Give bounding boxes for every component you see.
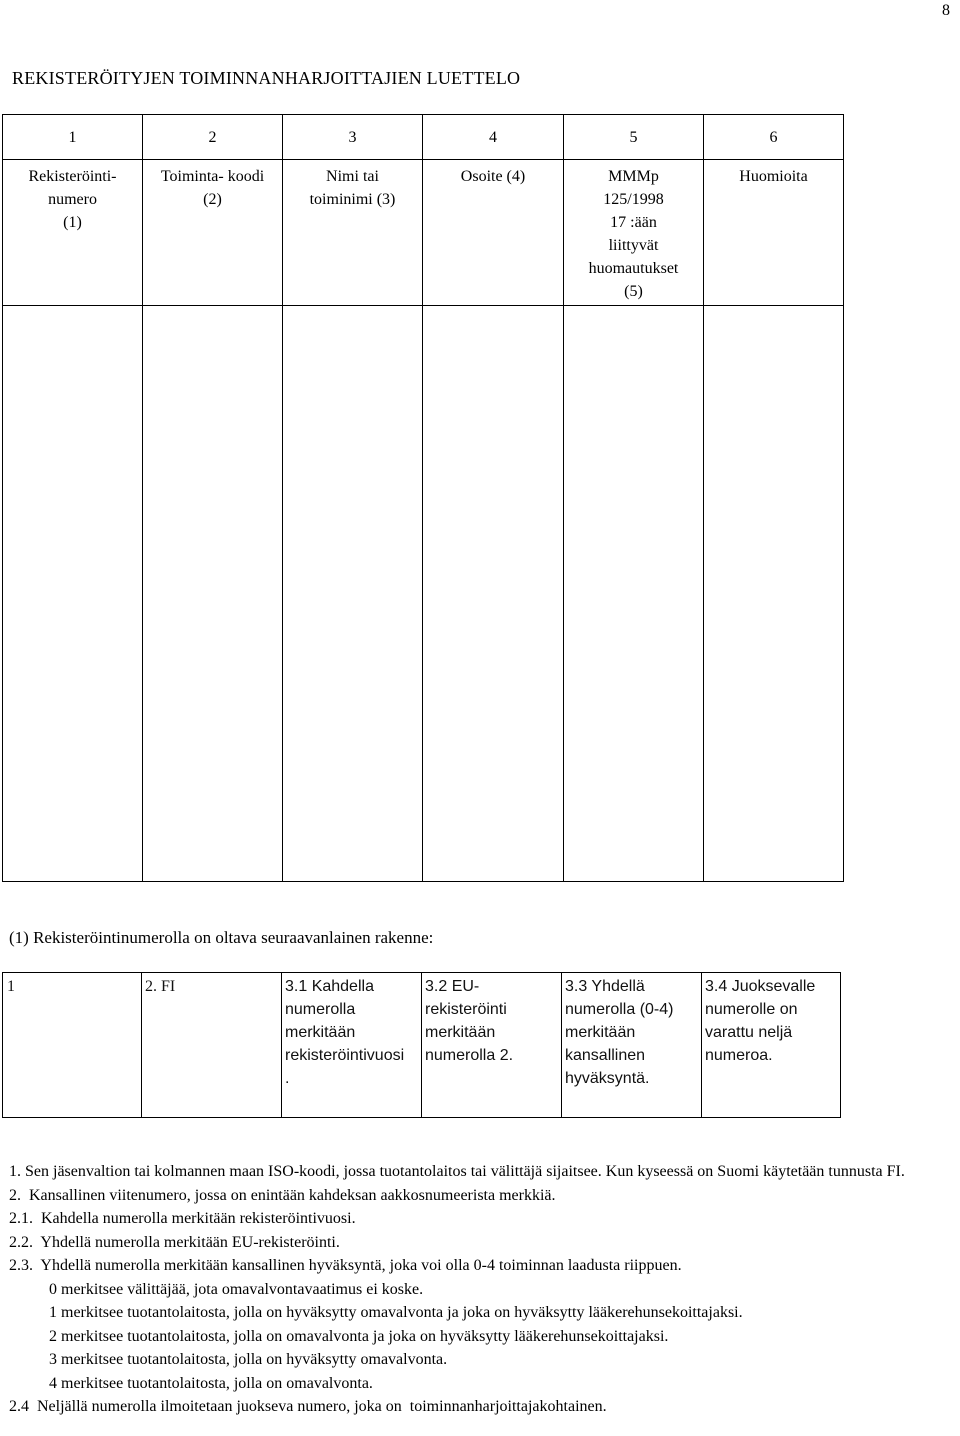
empty-cell: [283, 306, 423, 882]
header-line: Nimi tai: [326, 168, 379, 185]
structure-line: numerolla 2.: [425, 1047, 514, 1064]
header-line: (5): [624, 283, 643, 300]
structure-line: varattu neljä: [705, 1024, 793, 1041]
structure-line: 1: [7, 978, 15, 995]
note-line: 2. Kansallinen viitenumero, jossa on enintään kahdeksan aakkosnumeerista merkkiä.: [9, 1186, 556, 1204]
note-line: 2 merkitsee tuotantolaitosta, jolla on omavalvonta ja joka on hyväksytty lääkerehunsekoittajaksi.: [49, 1327, 669, 1345]
header-line: MMMp: [608, 168, 659, 185]
note-line: 2.3. Yhdellä numerolla merkitään kansallinen hyväksyntä, joka voi olla 0-4 toiminnan laadusta riippuen.: [9, 1257, 682, 1274]
note-line: 1. Sen jäsenvaltion tai kolmannen maan ISO-koodi, jossa tuotantolaitos tai välittäjä sijaitsee. Kun kyseessä on Suomi käytetään tunnusta FI.: [9, 1163, 905, 1180]
structure-table: [2, 972, 841, 1118]
empty-cell: [3, 306, 143, 882]
structure-line: numerolla (0-4): [565, 1001, 674, 1018]
header-line: Huomioita: [739, 168, 808, 185]
note-line: 2.2. Yhdellä numerolla merkitään EU-rekisteröinti.: [9, 1233, 340, 1251]
structure-line: 3.3 Yhdellä: [565, 978, 645, 995]
column-number: 5: [564, 115, 704, 160]
header-address: [423, 160, 564, 306]
structure-cell-2: [142, 973, 282, 1118]
header-line: (1): [63, 214, 82, 231]
header-line: huomautukset: [588, 260, 679, 277]
column-number: 2: [143, 115, 283, 160]
structure-cell-3-2: [422, 973, 562, 1118]
empty-cell: [704, 306, 844, 882]
header-line: liittyvät: [608, 237, 659, 254]
structure-line: .: [285, 1070, 290, 1087]
page-number: 8: [942, 2, 950, 19]
structure-line: 3.4 Juoksevalle: [705, 978, 816, 995]
structure-cell-3-1: [282, 973, 422, 1118]
structure-line: merkitään: [285, 1024, 356, 1041]
column-number: 6: [704, 115, 844, 160]
structure-line: merkitään: [425, 1024, 496, 1041]
structure-row: [3, 973, 841, 1118]
structure-heading: (1) Rekisteröintinumerolla on oltava seuraavanlainen rakenne:: [9, 928, 434, 947]
empty-entry-row: [3, 306, 844, 882]
note-line: 4 merkitsee tuotantolaitosta, jolla on omavalvonta.: [49, 1374, 373, 1392]
structure-line: 2. FI: [145, 978, 176, 995]
document-title: REKISTERÖITYJEN TOIMINNANHARJOITTAJIEN LUETTELO: [12, 68, 521, 88]
header-line: numero: [48, 191, 97, 208]
structure-cell-3-3: [562, 973, 702, 1118]
explanatory-notes: [9, 1160, 949, 1419]
structure-line: merkitään: [565, 1024, 636, 1041]
column-number: 1: [3, 115, 143, 160]
structure-cell-3-4: [702, 973, 841, 1118]
header-line: Rekisteröinti-: [28, 168, 117, 185]
column-number-row: [3, 115, 844, 160]
note-line: 0 merkitsee välittäjää, jota omavalvontavaatimus ei koske.: [49, 1280, 424, 1298]
note-line: 3 merkitsee tuotantolaitosta, jolla on hyväksytty omavalvonta.: [49, 1351, 448, 1368]
header-registration-number: [3, 160, 143, 306]
header-observations: [704, 160, 844, 306]
header-remarks-mmmp: [564, 160, 704, 306]
structure-cell-1: [3, 973, 142, 1118]
note-line: 2.1. Kahdella numerolla merkitään rekisteröintivuosi.: [9, 1210, 356, 1227]
column-number: 4: [423, 115, 564, 160]
header-line: 17 :ään: [610, 214, 657, 231]
structure-line: numerolle on: [705, 1001, 798, 1018]
empty-cell: [564, 306, 704, 882]
header-line: (2): [203, 191, 222, 208]
register-table: [2, 114, 844, 882]
structure-line: 3.1 Kahdella: [285, 978, 374, 995]
structure-line: numeroa.: [705, 1047, 773, 1064]
header-name: [283, 160, 423, 306]
structure-line: kansallinen: [565, 1047, 646, 1064]
column-header-row: [3, 160, 844, 306]
column-number: 3: [283, 115, 423, 160]
structure-line: numerolla: [285, 1001, 356, 1018]
note-line: 1 merkitsee tuotantolaitosta, jolla on hyväksytty omavalvonta ja joka on hyväksytty lääkerehunsekoittajaksi.: [49, 1304, 743, 1321]
header-line: Toiminta- koodi: [160, 168, 265, 185]
structure-line: rekisteröintivuosi: [285, 1047, 405, 1064]
note-line: 2.4 Neljällä numerolla ilmoitetaan juokseva numero, joka on toiminnanharjoittajakohtainen.: [9, 1398, 607, 1415]
header-line: toiminimi (3): [309, 191, 396, 208]
empty-cell: [423, 306, 564, 882]
structure-line: rekisteröinti: [425, 1001, 507, 1018]
header-line: Osoite (4): [460, 168, 526, 185]
structure-line: 3.2 EU-: [425, 978, 480, 995]
structure-line: hyväksyntä.: [565, 1070, 650, 1087]
empty-cell: [143, 306, 283, 882]
header-activity-code: [143, 160, 283, 306]
header-line: 125/1998: [603, 191, 664, 208]
